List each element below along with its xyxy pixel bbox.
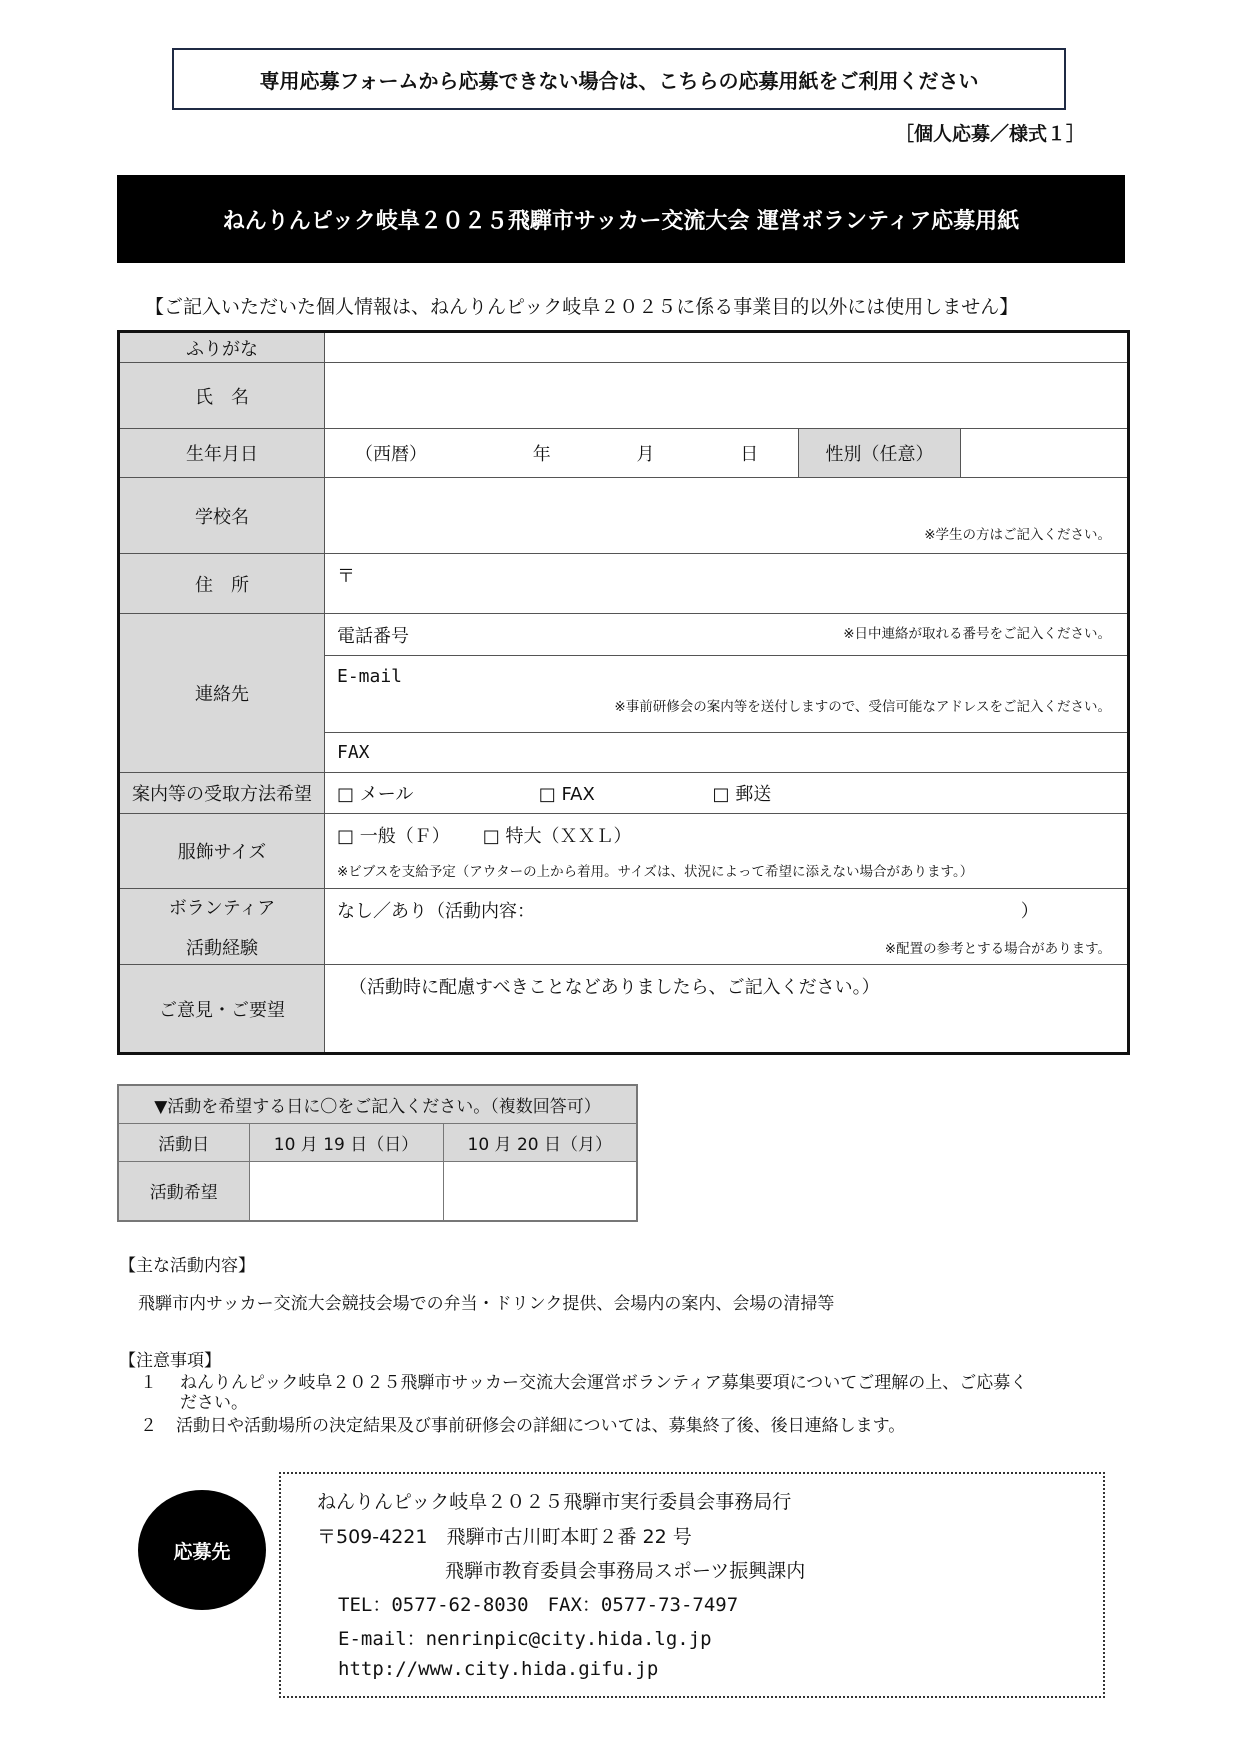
page-title: ねんりんピック岐阜２０２５飛騨市サッカー交流大会 運営ボランティア応募用紙 [222, 208, 1020, 234]
day2-label: 10 月 20 日（月） [443, 1123, 637, 1161]
notice-text: 専用応募フォームから応募できない場合は、こちらの応募用紙をご利用ください [259, 68, 979, 93]
contact-org: ねんりんピック岐阜２０２５飛騨市実行委員会事務局行 [317, 1491, 792, 1513]
name-field[interactable] [325, 363, 1129, 429]
gender-field[interactable] [961, 429, 1129, 478]
caution-num-1: １ [140, 1373, 157, 1393]
volunteer-field[interactable] [325, 889, 1129, 965]
volunteer-label-1: ボランティア [168, 897, 276, 919]
caution-num-2: ２ [140, 1416, 157, 1436]
volunteer-label [119, 889, 325, 965]
opinion-text: （活動時に配慮すべきことなどありましたら、ご記入ください。） [349, 977, 880, 998]
privacy-notice: 【ご記入いただいた個人情報は、ねんりんピック岐阜２０２５に係る事業目的以外には使用しません】 [145, 296, 1019, 318]
contact-tel-fax: TEL：0577-62-8030 FAX：0577-73-7497 [338, 1594, 739, 1616]
days-header: ▼活動を希望する日に〇をご記入ください。（複数回答可） [118, 1085, 637, 1123]
name-label: 氏 名 [119, 363, 325, 429]
title-bar [117, 175, 1125, 263]
delivery-fax-checkbox[interactable]: □ FAX [538, 784, 595, 805]
delivery-options [325, 773, 1129, 814]
address-field[interactable] [325, 554, 1129, 614]
furigana-label: ふりがな [119, 332, 325, 363]
clothing-field [325, 814, 1129, 889]
caution-text-1: ねんりんピック岐阜２０２５飛騨市サッカー交流大会運営ボランティア募集要項についてご理解の上、ご応募く [180, 1373, 1028, 1393]
contact-label: 連絡先 [119, 614, 325, 773]
email-field[interactable] [325, 656, 1129, 733]
contact-address: 〒509-4221 飛騨市古川町本町２番 22 号 [317, 1526, 692, 1548]
day2-field[interactable] [443, 1161, 637, 1221]
day1-label: 10 月 19 日（日） [249, 1123, 443, 1161]
furigana-field[interactable] [325, 332, 1129, 363]
delivery-post-checkbox[interactable]: □ 郵送 [712, 784, 772, 805]
school-field[interactable] [325, 478, 1129, 554]
activity-days-table [117, 1084, 638, 1222]
contact-badge-label: 応募先 [173, 1540, 231, 1563]
birth-day: 日 [740, 444, 759, 465]
postal-mark: 〒 [337, 566, 355, 587]
clothing-note: ※ビブスを支給予定（アウターの上から着用。サイズは、状況によって希望に添えない場合があります。） [337, 864, 974, 880]
volunteer-note: ※配置の参考とする場合があります。 [884, 940, 1112, 957]
clothing-free-checkbox[interactable]: □ 一般（Ｆ） [337, 826, 450, 847]
main-activity-text: 飛騨市内サッカー交流大会競技会場での弁当・ドリンク提供、会場内の案内、会場の清掃等 [138, 1294, 835, 1314]
opinion-field[interactable] [325, 965, 1129, 1054]
day1-field[interactable] [249, 1161, 443, 1221]
birth-field[interactable] [325, 429, 799, 478]
application-form [117, 330, 1130, 1055]
opinion-label: ご意見・ご要望 [119, 965, 325, 1054]
fax-label: FAX [337, 742, 370, 763]
days-row-label: 活動希望 [118, 1161, 249, 1221]
contact-dept: 飛騨市教育委員会事務局スポーツ振興課内 [445, 1560, 806, 1582]
delivery-label: 案内等の受取方法希望 [119, 773, 325, 814]
birth-year: 年 [532, 444, 551, 465]
caution-text-2: 活動日や活動場所の決定結果及び事前研修会の詳細については、募集終了後、後日連絡します。 [176, 1416, 906, 1436]
volunteer-text: なし／あり（活動内容： [337, 900, 535, 922]
contact-email[interactable]: E-mail：nenrinpic@city.hida.lg.jp [338, 1628, 712, 1650]
delivery-mail-checkbox[interactable]: □ メール [337, 784, 414, 805]
gender-label: 性別（任意） [799, 429, 961, 478]
caution-item-2 [140, 1411, 905, 1436]
caution-item-1 [140, 1368, 1027, 1393]
school-label: 学校名 [119, 478, 325, 554]
email-label: E-mail [337, 666, 403, 687]
clothing-xxl-checkbox[interactable]: □ 特大（ＸＸＬ） [482, 826, 632, 847]
birth-seireki: （西暦） [355, 444, 427, 465]
fax-field[interactable] [325, 733, 1129, 773]
caution-text-1b: ださい。 [180, 1393, 248, 1413]
birth-month: 月 [636, 444, 655, 465]
phone-label: 電話番号 [337, 625, 409, 647]
contact-badge [138, 1490, 266, 1610]
volunteer-label-2: 活動経験 [186, 937, 258, 959]
phone-note: ※日中連絡が取れる番号をご記入ください。 [843, 625, 1112, 642]
birth-label: 生年月日 [119, 429, 325, 478]
days-col-label: 活動日 [118, 1123, 249, 1161]
cautions-title: 【注意事項】 [119, 1351, 221, 1371]
contact-url[interactable]: http://www.city.hida.gifu.jp [338, 1658, 659, 1680]
notice-banner [172, 48, 1066, 110]
main-activity-title: 【主な活動内容】 [119, 1256, 255, 1276]
clothing-label: 服飾サイズ [119, 814, 325, 889]
school-note: ※学生の方はご記入ください。 [924, 527, 1112, 543]
address-label: 住 所 [119, 554, 325, 614]
phone-field[interactable] [325, 614, 1129, 656]
volunteer-close: ） [1020, 900, 1039, 922]
form-tag: ［個人応募／様式１］ [895, 123, 1086, 145]
email-note: ※事前研修会の案内等を送付しますので、受信可能なアドレスをご記入ください。 [614, 699, 1112, 715]
